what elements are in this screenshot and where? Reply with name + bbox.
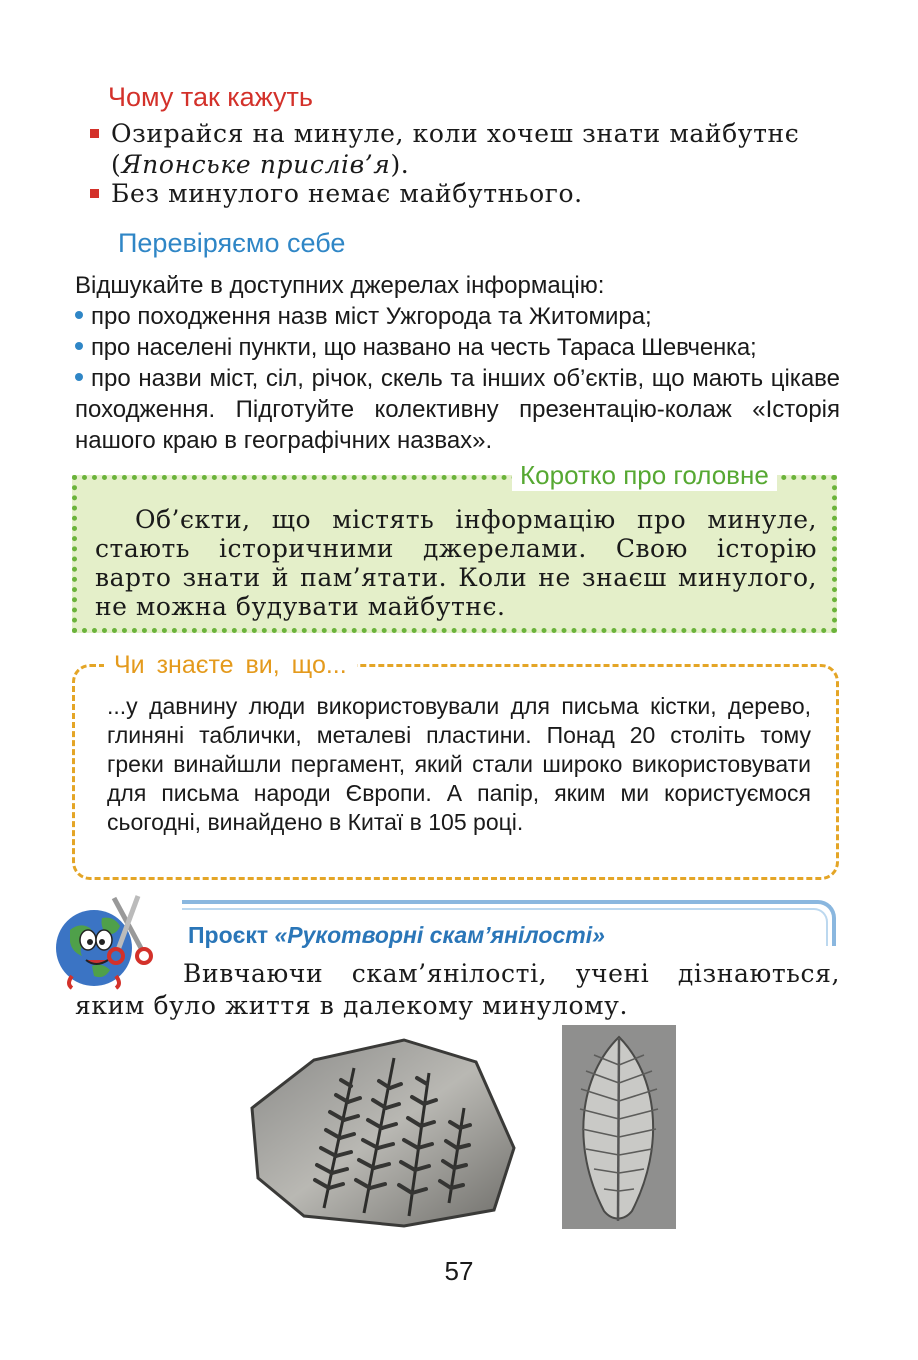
task-intro: Відшукайте в доступних джерелах інформацію: [75,272,605,299]
project-label: Проєкт [188,922,269,948]
summary-text [95,505,817,621]
paren-close: ). [390,150,410,179]
blue-dot-bullet-icon [75,311,83,319]
project-text [75,958,840,1022]
task-item-text: про населені пункти, що названо на честь Тараса Шевченка; [91,334,757,361]
proverb-item [90,178,850,209]
task-item-text: про походження назв міст Ужгорода та Житомира; [91,303,652,330]
did-you-know-heading: Чи знаєте ви, що... [104,651,357,680]
proverb-item [90,118,850,180]
blue-dot-bullet-icon [75,342,83,350]
project-text-content: Вивчаючи скам’янілості, учені дізнаються, яким було життя в далекому минулому. [75,959,840,1020]
red-square-bullet-icon [90,189,99,198]
summary-heading: Коротко про головне [512,460,777,491]
task-item [75,332,840,363]
blue-dot-bullet-icon [75,373,83,381]
fern-fossil-image [244,1038,526,1228]
proverb-source: Японське прислів’я [121,150,391,179]
task-item [75,301,840,332]
red-square-bullet-icon [90,129,99,138]
project-name: «Рукотворні скам’янілості» [274,922,605,948]
did-you-know-text: ...у давнину люди використовували для письма кістки, дерево, глиняні таблички, металеві пластини. Понад 20 століть тому греки винайшли пергамент, який стали широко використовувати для письма народи Європи. А папір, яким ми користуємося сьогодні, винайдено в Китаї в 105 році. [107,693,811,835]
paren-open: ( [111,150,122,179]
task-item [75,363,840,456]
summary-text-content: Об’єкти, що містять інформацію про минуле, стають історичними джерелами. Свою історію варто знати й пам’ятати. Коли не знаєш минулого, не можна будувати майбутнє. [95,505,817,621]
page-number: 57 [444,1256,474,1286]
proverbs-heading: Чому так кажуть [108,82,313,112]
check-heading: Перевіряємо себе [118,228,346,258]
task-item-text: про назви міст, сіл, річок, скель та інших об’єктів, що мають цікаве походження. Підготуйте колективну презентацію-колаж «Історія нашого краю в географічних назвах». [75,365,840,454]
leaf-fossil-image [562,1025,676,1229]
proverb-text: Без минулого немає майбутнього. [111,179,583,208]
proverb-text: Озирайся на минуле, коли хочеш знати майбутнє [111,119,800,148]
project-title [188,922,605,949]
